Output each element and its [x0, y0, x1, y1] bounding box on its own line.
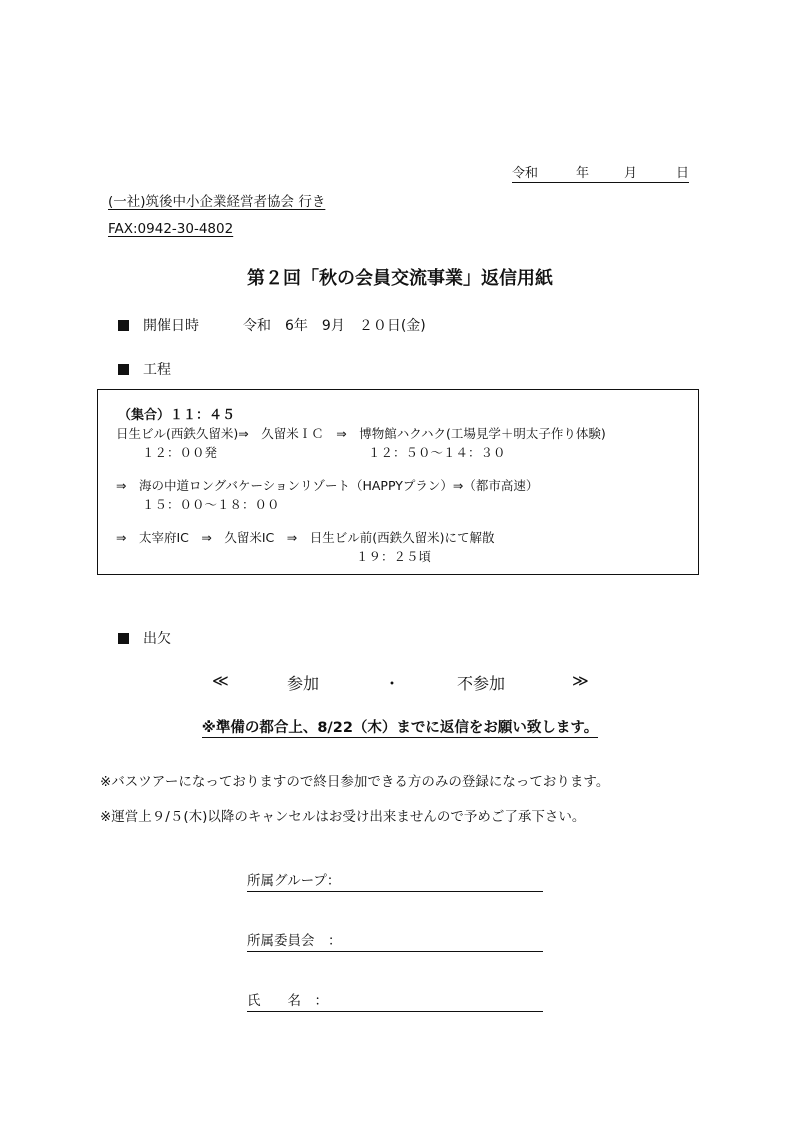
attend-option[interactable]: 参加	[287, 674, 320, 693]
square-bullet-icon	[118, 364, 129, 375]
section-schedule	[118, 359, 171, 379]
schedule-line-3-time: １９：２５頃	[356, 549, 432, 564]
schedule-line-1: 日生ビル(西鉄久留米)⇒ 久留米ＩＣ ⇒ 博物館ハクハク(工場見学＋明太子作り体験)	[116, 426, 606, 441]
schedule-line-1-time-b: １２：５０～１４：３０	[368, 445, 506, 460]
date-month: 月	[624, 166, 638, 181]
attendance-separator: ・	[384, 674, 401, 693]
event-date-label: 開催日時	[143, 318, 199, 334]
deadline-notice	[0, 716, 800, 737]
date-line	[512, 162, 689, 183]
schedule-assembly: （集合）１１：４５	[118, 408, 236, 423]
deadline-notice-text: ※準備の都合上、8/22（木）までに返信をお願い致します。	[201, 720, 599, 736]
name-field[interactable]: 氏 名 ：	[247, 989, 543, 1012]
attendance-open-bracket: ≪	[212, 671, 229, 690]
note-2: ※運営上９/５(木)以降のキャンセルはお受け出来ませんので予めご了承下さい。	[100, 809, 586, 825]
schedule-line-3: ⇒ 太宰府IC ⇒ 久留米IC ⇒ 日生ビル前(西鉄久留米)にて解散	[116, 530, 495, 545]
committee-field[interactable]: 所属委員会 ：	[247, 929, 543, 952]
fax-number: FAX:0942-30-4802	[108, 221, 234, 237]
date-day: 日	[676, 166, 690, 181]
attendance-label: 出欠	[143, 631, 171, 647]
section-attendance	[118, 628, 171, 648]
event-date-value: 令和 6年 9月 ２０日(金)	[243, 318, 426, 334]
date-reiwa: 令和	[512, 166, 539, 181]
attendance-close-bracket: ≫	[572, 671, 589, 690]
schedule-label: 工程	[143, 362, 171, 378]
schedule-box	[97, 389, 699, 575]
date-year: 年	[576, 166, 590, 181]
page-title: 第２回「秋の会員交流事業」返信用紙	[247, 268, 553, 289]
absent-option[interactable]: 不参加	[457, 674, 506, 693]
square-bullet-icon	[118, 633, 129, 644]
schedule-line-1-time-a: １２：００発	[142, 445, 218, 460]
schedule-line-2: ⇒ 海の中道ロングバケーションリゾート（HAPPYプラン）⇒（都市高速）	[116, 478, 539, 493]
square-bullet-icon	[118, 320, 129, 331]
group-field[interactable]: 所属グループ：	[247, 869, 543, 892]
schedule-line-2-time: １５：００～１８：００	[142, 497, 280, 512]
section-event-date	[118, 315, 426, 335]
note-1: ※バスツアーになっておりますので終日参加できる方のみの登録になっております。	[100, 774, 610, 790]
addressee: (一社)筑後中小企業経営者協会 行き	[108, 194, 326, 210]
